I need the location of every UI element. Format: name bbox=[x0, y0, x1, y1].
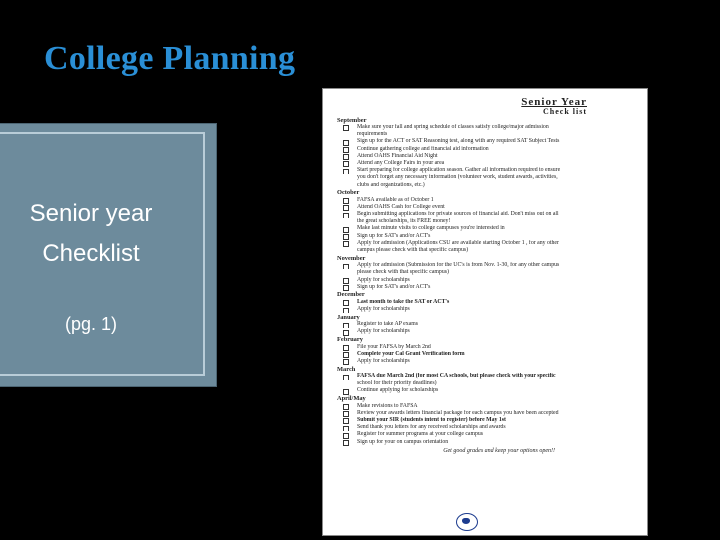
checklist-item-text: Sign up for the ACT or SAT Reasoning test, along with any required SAT Subject Tests bbox=[357, 138, 560, 145]
checklist-item-text: campus please check with that specific campus) bbox=[357, 247, 469, 254]
checklist-item bbox=[337, 328, 635, 335]
checklist-item bbox=[337, 240, 635, 247]
checklist-item bbox=[337, 373, 635, 380]
checklist-item bbox=[337, 233, 635, 240]
checklist-item bbox=[337, 218, 635, 225]
checklist-item bbox=[337, 439, 635, 446]
checklist-item bbox=[337, 403, 635, 410]
checkbox-icon bbox=[343, 359, 349, 365]
checklist-item bbox=[337, 351, 635, 358]
checklist-section-heading: October bbox=[337, 189, 360, 197]
side-panel-page-ref: (pg. 1) bbox=[64, 314, 118, 334]
checklist-title-line2: Check list bbox=[543, 107, 587, 116]
checklist-item-text: Review your awards letters financial package for each campus you have been accepted bbox=[357, 409, 559, 416]
checklist-item-text: Attend OAHS Financial Aid Night bbox=[357, 152, 438, 159]
checklist-document bbox=[337, 97, 635, 529]
checklist-item-text: the great scholarships, its FREE money! bbox=[357, 218, 451, 225]
checklist-item bbox=[337, 146, 635, 153]
checklist-item-text: Submit your SIR (students intent to register) before May 1st bbox=[357, 416, 506, 423]
checklist-item-text: FAFSA due March 2nd (for most CA schools, but please check with your specific bbox=[357, 373, 556, 380]
checklist-item-text: please check with that specific campus) bbox=[357, 269, 449, 276]
checklist-item-text: Apply for scholarships bbox=[357, 328, 410, 335]
checklist-document-image bbox=[322, 88, 648, 536]
checklist-item-text: Send thank you letters for any received scholarships and awards bbox=[357, 424, 506, 431]
checklist-section-heading: November bbox=[337, 254, 366, 262]
side-panel bbox=[0, 124, 216, 386]
side-panel-heading-line1: Senior year bbox=[29, 200, 153, 227]
checklist-item bbox=[337, 197, 635, 204]
checklist-section-heading: February bbox=[337, 336, 363, 344]
checkbox-icon bbox=[343, 308, 349, 314]
checklist-title-line1: Senior Year bbox=[521, 96, 587, 108]
checklist-item bbox=[337, 138, 635, 145]
checklist-item bbox=[337, 131, 635, 138]
checklist-item bbox=[337, 277, 635, 284]
checklist-item-text: File your FAFSA by March 2nd bbox=[357, 343, 431, 350]
checklist-item-text: Make sure your fall and spring schedule of classes satisfy college/major admission bbox=[357, 123, 549, 130]
checkbox-icon bbox=[343, 330, 349, 336]
checklist-item-text: Last month to take the SAT or ACT's bbox=[357, 298, 450, 305]
checklist-item-text: you don't forget any necessary information (volunteer work, student awards, activities, bbox=[357, 174, 558, 181]
checkbox-icon bbox=[343, 440, 349, 446]
checklist-sections bbox=[337, 117, 635, 446]
checklist-section-heading: March bbox=[337, 365, 356, 373]
checklist-item bbox=[337, 380, 635, 387]
checklist-item bbox=[337, 344, 635, 351]
side-panel-heading-line2: Checklist bbox=[42, 240, 140, 267]
checklist-item bbox=[337, 153, 635, 160]
checklist-item bbox=[337, 387, 635, 394]
checklist-item-text: Apply for admission (Applications CSU are available starting October 1 , for any other bbox=[357, 239, 559, 246]
checklist-footer-note: Get good grades and keep your options open!! bbox=[443, 447, 555, 454]
checklist-item bbox=[337, 299, 635, 306]
checklist-item-text: Complete your Cal Grant Verification form bbox=[357, 350, 465, 357]
checklist-item-text: Sign up for your on campus orientation bbox=[357, 438, 449, 445]
checklist-item-text: Apply for scholarships bbox=[357, 276, 410, 283]
checklist-item bbox=[337, 424, 635, 431]
checklist-item-text: Register for summer programs at your college campus bbox=[357, 431, 484, 438]
checklist-item-text: Register to take AP exams bbox=[357, 321, 418, 328]
checklist-item-text: Continue applying for scholarships bbox=[357, 387, 439, 394]
checklist-item bbox=[337, 358, 635, 365]
checklist-item-text: Apply for scholarships bbox=[357, 306, 410, 313]
checklist-item-text: Continue gathering college and financial aid information bbox=[357, 145, 489, 152]
checklist-section-heading: December bbox=[337, 291, 365, 299]
checklist-item-text: Apply for scholarships bbox=[357, 357, 410, 364]
checklist-item bbox=[337, 306, 635, 313]
checklist-item bbox=[337, 431, 635, 438]
checklist-item bbox=[337, 284, 635, 291]
checklist-item bbox=[337, 269, 635, 276]
checkbox-icon bbox=[343, 389, 349, 395]
checklist-item bbox=[337, 160, 635, 167]
slide-title: College Planning bbox=[44, 40, 296, 77]
checklist-item bbox=[337, 211, 635, 218]
checklist-item-text: Apply for admission (Submission for the UC's is from Nov. 1-30, for any other campus bbox=[357, 262, 560, 269]
checklist-item-text: FAFSA available as of October 1 bbox=[357, 196, 434, 203]
checklist-item bbox=[337, 182, 635, 189]
checklist-item bbox=[337, 410, 635, 417]
checklist-item bbox=[337, 174, 635, 181]
checkbox-icon bbox=[343, 285, 349, 291]
checklist-item bbox=[337, 167, 635, 174]
checklist-item-text: Attend any College Fairs in your area bbox=[357, 159, 445, 166]
checklist-item-text: Make revisions to FAFSA bbox=[357, 402, 418, 409]
checklist-item bbox=[337, 225, 635, 232]
checklist-item bbox=[337, 247, 635, 254]
checklist-item-text: Sign up for SAT's and/or ACT's bbox=[357, 232, 431, 239]
school-seal-icon bbox=[456, 513, 478, 531]
checklist-item-text: Attend OAHS Cash for College event bbox=[357, 203, 445, 210]
checklist-item-text: requirements bbox=[357, 131, 388, 138]
checklist-item bbox=[337, 321, 635, 328]
checklist-item-text: school for their priority deadlines) bbox=[357, 380, 437, 387]
checklist-item bbox=[337, 417, 635, 424]
checklist-item-text: Make last minute visits to college campuses you're interested in bbox=[357, 225, 505, 232]
checklist-section-heading: January bbox=[337, 313, 360, 321]
checklist-item-text: clubs and organizations, etc.) bbox=[357, 181, 425, 188]
checklist-title bbox=[337, 97, 635, 116]
checklist-item-text: Begin submitting applications for private sources of financial aid. Don't miss out on all bbox=[357, 211, 559, 218]
checklist-section-heading: April/May bbox=[337, 395, 366, 403]
checklist-item bbox=[337, 262, 635, 269]
checklist-item bbox=[337, 204, 635, 211]
checklist-item bbox=[337, 124, 635, 131]
checklist-section-heading: September bbox=[337, 116, 367, 124]
checklist-item-text: Start preparing for college application season. Gather all information required to ensure bbox=[357, 167, 561, 174]
checklist-item-text: Sign up for SAT's and/or ACT's bbox=[357, 283, 431, 290]
